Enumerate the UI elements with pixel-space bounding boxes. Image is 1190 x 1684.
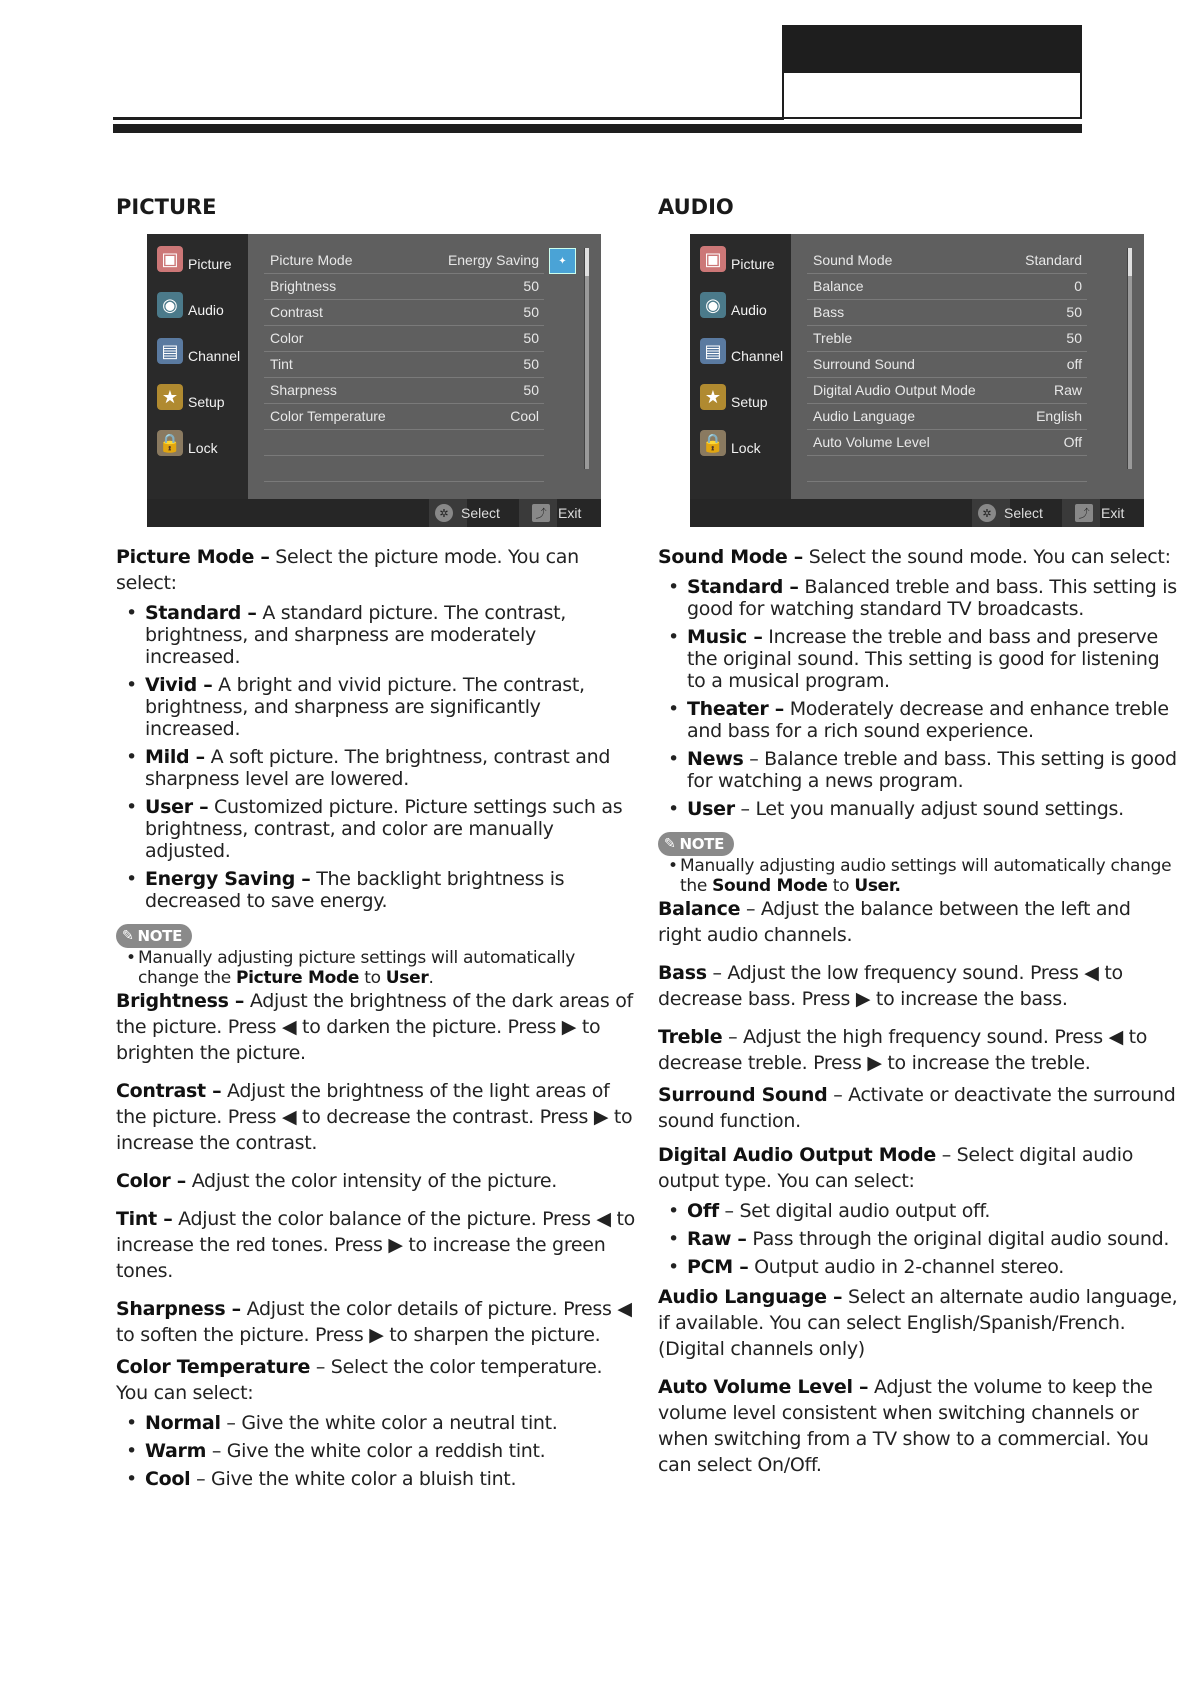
term: User – xyxy=(145,796,209,818)
note-part: Manually adjusting audio settings will automatically change the xyxy=(680,856,1172,896)
note-part: Sound Mode xyxy=(712,876,828,896)
speaker-icon: ◉ xyxy=(700,292,726,318)
term: Balance xyxy=(658,898,741,920)
scrollbar-thumb[interactable] xyxy=(585,248,589,276)
term: News xyxy=(687,748,744,770)
exit-button[interactable] xyxy=(1075,500,1124,526)
desc: Adjust the color intensity of the picture. xyxy=(185,1170,557,1192)
brightness-paragraph xyxy=(116,988,636,1066)
sidebar-item-setup[interactable] xyxy=(157,382,248,422)
desc: – Balance treble and bass. This setting is good for watching a news program. xyxy=(687,748,1177,792)
menu-row-color-temperature[interactable] xyxy=(264,404,544,430)
picture-section xyxy=(116,195,636,1496)
row-label: Bass xyxy=(813,304,845,320)
sidebar-item-label: Lock xyxy=(188,440,218,456)
scrollbar[interactable] xyxy=(1127,248,1132,469)
list-item xyxy=(116,1468,636,1490)
lock-icon: 🔒 xyxy=(157,430,183,456)
picture-mode-paragraph xyxy=(116,544,636,596)
sidebar-item-label: Channel xyxy=(731,348,784,364)
desc: – Give the white color a reddish tint. xyxy=(206,1440,546,1462)
treble-paragraph xyxy=(658,1024,1178,1076)
select-label: Select xyxy=(461,505,500,521)
row-label: Digital Audio Output Mode xyxy=(813,382,976,398)
desc: The backlight brightness is decreased to save energy. xyxy=(145,868,565,912)
sharpness-paragraph xyxy=(116,1296,636,1348)
term: Standard – xyxy=(687,576,799,598)
auto-volume-level-paragraph xyxy=(658,1374,1178,1478)
list-item xyxy=(116,674,636,740)
menu-row-digital-audio-output-mode[interactable] xyxy=(807,378,1087,404)
menu-row-treble[interactable] xyxy=(807,326,1087,352)
exit-icon: ⤴ xyxy=(1075,504,1093,522)
note-part: Manually adjusting picture settings will automatically change the xyxy=(138,948,576,988)
list-item xyxy=(658,698,1178,742)
row-value: 50 xyxy=(523,304,539,320)
list-item xyxy=(658,1228,1178,1250)
menu-footer xyxy=(147,499,601,527)
term: Color Temperature xyxy=(116,1356,311,1378)
row-value: Raw xyxy=(1053,382,1082,398)
term: PCM – xyxy=(687,1256,749,1278)
menu-row-auto-volume-level[interactable] xyxy=(807,430,1087,456)
desc: Adjust the color balance of the picture. Press ◀ to increase the red tones. Press ▶ to increase the green tones. xyxy=(116,1208,635,1282)
term: Music – xyxy=(687,626,763,648)
term: Tint – xyxy=(116,1208,173,1230)
row-value: off xyxy=(1066,356,1082,372)
desc: A soft picture. The brightness, contrast and sharpness level are lowered. xyxy=(145,746,611,790)
sidebar-item-channel[interactable] xyxy=(157,336,248,376)
channel-icon: ▤ xyxy=(700,338,726,364)
picture-icon: ▣ xyxy=(157,246,183,272)
desc: – Adjust the balance between the left and right audio channels. xyxy=(658,898,1131,946)
desc: Select the picture mode. You can select: xyxy=(116,546,579,594)
channel-icon: ▤ xyxy=(157,338,183,364)
note-part: User xyxy=(385,968,429,988)
menu-row-sound-mode[interactable] xyxy=(807,248,1087,274)
row-label: Sharpness xyxy=(270,382,337,398)
header-tab-dark xyxy=(782,25,1082,73)
row-value: 50 xyxy=(523,278,539,294)
list-item xyxy=(116,746,636,790)
menu-row-sharpness[interactable] xyxy=(264,378,544,404)
desc: Adjust the color details of picture. Press ◀ to soften the picture. Press ▶ to sharpen the picture. xyxy=(116,1298,632,1346)
row-label: Color xyxy=(270,330,304,346)
sidebar-item-lock[interactable] xyxy=(700,428,791,468)
row-value: Off xyxy=(1063,434,1082,450)
picture-menu-screenshot xyxy=(147,234,601,527)
menu-row-picture-mode[interactable] xyxy=(264,248,544,274)
desc: – Select digital audio output type. You can select: xyxy=(658,1144,1134,1192)
row-label: Audio Language xyxy=(813,408,915,424)
menu-row-surround-sound[interactable] xyxy=(807,352,1087,378)
desc: Increase the treble and bass and preserve the original sound. This setting is good for listening to a musical program. xyxy=(687,626,1160,692)
list-item xyxy=(116,868,636,912)
row-value: 0 xyxy=(1074,278,1082,294)
star-icon: ★ xyxy=(700,384,726,410)
list-item xyxy=(658,798,1178,820)
desc: Select an alternate audio language, if available. You can select English/Spanish/French. (Digital channels only) xyxy=(658,1286,1178,1360)
menu-row-bass[interactable] xyxy=(807,300,1087,326)
term: Audio Language – xyxy=(658,1286,843,1308)
list-item xyxy=(658,626,1178,692)
lock-icon: 🔒 xyxy=(700,430,726,456)
term: Vivid – xyxy=(145,674,213,696)
desc: Select the sound mode. You can select: xyxy=(802,546,1171,568)
sound-mode-paragraph xyxy=(658,544,1178,570)
note-part: . xyxy=(428,968,434,988)
menu-row-color[interactable] xyxy=(264,326,544,352)
color-paragraph xyxy=(116,1168,636,1194)
menu-row-audio-language[interactable] xyxy=(807,404,1087,430)
audio-menu-screenshot xyxy=(690,234,1144,527)
list-item xyxy=(658,1256,1178,1278)
picture-icon: ▣ xyxy=(700,246,726,272)
term: Surround Sound xyxy=(658,1084,828,1106)
sidebar-item-audio[interactable] xyxy=(700,290,791,330)
sidebar-item-label: Audio xyxy=(188,302,224,318)
picture-section-title: PICTURE xyxy=(116,195,217,219)
term: Contrast – xyxy=(116,1080,222,1102)
row-label: Sound Mode xyxy=(813,252,893,268)
row-value: 50 xyxy=(523,356,539,372)
list-item xyxy=(116,602,636,668)
sidebar-item-picture[interactable] xyxy=(157,244,248,284)
desc: – Let you manually adjust sound settings. xyxy=(734,798,1124,820)
balance-paragraph xyxy=(658,896,1178,948)
row-label: Tint xyxy=(270,356,293,372)
term: Treble xyxy=(658,1026,723,1048)
desc: Balanced treble and bass. This setting is good for watching standard TV broadcasts. xyxy=(687,576,1177,620)
term: Standard – xyxy=(145,602,257,624)
menu-row-empty xyxy=(807,456,1087,482)
note-badge xyxy=(658,832,734,856)
row-label: Treble xyxy=(813,330,853,346)
row-value: 50 xyxy=(523,330,539,346)
surround-sound-paragraph xyxy=(658,1082,1178,1134)
list-item xyxy=(116,796,636,862)
desc: – Give the white color a neutral tint. xyxy=(220,1412,558,1434)
desc: Adjust the brightness of the dark areas of the picture. Press ◀ to darken the picture. Press ▶ to brighten the picture. xyxy=(116,990,633,1064)
term: Brightness – xyxy=(116,990,245,1012)
exit-button[interactable] xyxy=(532,500,581,526)
sidebar-item-label: Lock xyxy=(731,440,761,456)
term: Bass xyxy=(658,962,707,984)
audio-description xyxy=(658,544,1178,1478)
note-text xyxy=(116,948,636,988)
term: Auto Volume Level – xyxy=(658,1376,869,1398)
energy-star-icon: ✦ xyxy=(549,248,576,274)
term: User xyxy=(687,798,735,820)
tint-paragraph xyxy=(116,1206,636,1284)
term: Theater – xyxy=(687,698,784,720)
row-value: Standard xyxy=(1025,252,1082,268)
contrast-paragraph xyxy=(116,1078,636,1156)
desc: A bright and vivid picture. The contrast, brightness, and sharpness are significantly increased. xyxy=(145,674,585,740)
sidebar-item-channel[interactable] xyxy=(700,336,791,376)
desc: – Activate or deactivate the surround sound function. xyxy=(658,1084,1176,1132)
desc: Customized picture. Picture settings such as brightness, contrast, and color are manually adjusted. xyxy=(145,796,623,862)
sidebar-item-label: Setup xyxy=(731,394,768,410)
color-temperature-list xyxy=(116,1412,636,1490)
row-label: Picture Mode xyxy=(270,252,353,268)
list-item xyxy=(116,1412,636,1434)
audio-section xyxy=(658,195,1178,1478)
menu-footer xyxy=(690,499,1144,527)
select-icon: ✲ xyxy=(978,504,996,522)
term: Raw – xyxy=(687,1228,747,1250)
pencil-icon: ✎ xyxy=(122,928,134,944)
row-value: Energy Saving xyxy=(447,252,539,268)
sidebar-item-setup[interactable] xyxy=(700,382,791,422)
desc: Adjust the brightness of the light areas of the picture. Press ◀ to decrease the contrast. Press ▶ to increase the contrast. xyxy=(116,1080,633,1154)
note-part: to xyxy=(827,876,855,896)
sidebar-item-audio[interactable] xyxy=(157,290,248,330)
sidebar-item-label: Picture xyxy=(731,256,775,272)
digital-audio-output-mode-paragraph xyxy=(658,1142,1178,1194)
term: Sharpness – xyxy=(116,1298,241,1320)
desc: A standard picture. The contrast, brightness, and sharpness are moderately increased. xyxy=(145,602,567,668)
sidebar-item-label: Picture xyxy=(188,256,232,272)
select-button[interactable] xyxy=(978,500,1043,526)
row-value: 50 xyxy=(1066,330,1082,346)
picture-settings-list xyxy=(264,248,544,482)
term: Mild – xyxy=(145,746,205,768)
row-label: Auto Volume Level xyxy=(813,434,930,450)
scrollbar[interactable] xyxy=(584,248,589,469)
note-text xyxy=(658,856,1178,896)
term: Energy Saving – xyxy=(145,868,311,890)
desc: – Adjust the high frequency sound. Press ◀ to decrease treble. Press ▶ to increase the treble. xyxy=(658,1026,1148,1074)
desc: Adjust the volume to keep the volume level consistent when switching channels or when switching from a TV show to a commercial. You can select On/Off. xyxy=(658,1376,1153,1476)
desc: – Give the white color a bluish tint. xyxy=(190,1468,517,1490)
menu-sidebar xyxy=(690,234,791,499)
menu-row-contrast[interactable] xyxy=(264,300,544,326)
desc: Moderately decrease and enhance treble and bass for a rich sound experience. xyxy=(687,698,1169,742)
term: Normal xyxy=(145,1412,221,1434)
note-label: NOTE xyxy=(137,927,183,945)
pencil-icon: ✎ xyxy=(664,836,676,852)
audio-settings-list xyxy=(807,248,1087,482)
desc: – Set digital audio output off. xyxy=(718,1200,991,1222)
header-rule-thick xyxy=(113,124,1082,133)
digital-output-list xyxy=(658,1200,1178,1278)
menu-row-empty xyxy=(264,430,544,456)
row-label: Contrast xyxy=(270,304,323,320)
scrollbar-thumb[interactable] xyxy=(1128,248,1132,276)
term: Warm xyxy=(145,1440,207,1462)
sidebar-item-lock[interactable] xyxy=(157,428,248,468)
note-label: NOTE xyxy=(679,835,725,853)
select-icon: ✲ xyxy=(435,504,453,522)
row-value: 50 xyxy=(523,382,539,398)
row-label: Surround Sound xyxy=(813,356,915,372)
term: Off xyxy=(687,1200,719,1222)
term: Cool xyxy=(145,1468,191,1490)
row-value: English xyxy=(1036,408,1082,424)
bass-paragraph xyxy=(658,960,1178,1012)
desc: Output audio in 2-channel stereo. xyxy=(748,1256,1064,1278)
note-badge xyxy=(116,924,192,948)
list-item xyxy=(658,1200,1178,1222)
select-label: Select xyxy=(1004,505,1043,521)
note-part: User. xyxy=(854,876,901,896)
desc: – Select the color temperature. You can select: xyxy=(116,1356,603,1404)
audio-language-paragraph xyxy=(658,1284,1178,1362)
exit-icon: ⤴ xyxy=(532,504,550,522)
row-value: Cool xyxy=(510,408,539,424)
row-label: Brightness xyxy=(270,278,337,294)
menu-row-brightness[interactable] xyxy=(264,274,544,300)
menu-row-tint[interactable] xyxy=(264,352,544,378)
sidebar-item-label: Setup xyxy=(188,394,225,410)
menu-row-balance[interactable] xyxy=(807,274,1087,300)
exit-label: Exit xyxy=(558,505,582,521)
row-value: 50 xyxy=(1066,304,1082,320)
menu-row-empty xyxy=(264,456,544,482)
list-item xyxy=(658,576,1178,620)
row-label: Color Temperature xyxy=(270,408,386,424)
term: Picture Mode – xyxy=(116,546,270,568)
list-item xyxy=(116,1440,636,1462)
row-label: Balance xyxy=(813,278,864,294)
desc: – Adjust the low frequency sound. Press ◀ to decrease bass. Press ▶ to increase the bass. xyxy=(658,962,1123,1010)
color-temperature-paragraph xyxy=(116,1354,636,1406)
sidebar-item-picture[interactable] xyxy=(700,244,791,284)
picture-mode-list xyxy=(116,602,636,912)
header-tab-outline xyxy=(782,73,1082,119)
audio-section-title: AUDIO xyxy=(658,195,734,219)
picture-description xyxy=(116,544,636,1490)
menu-sidebar xyxy=(147,234,248,499)
note-part: Picture Mode xyxy=(235,968,360,988)
sound-mode-list xyxy=(658,576,1178,820)
speaker-icon: ◉ xyxy=(157,292,183,318)
term: Color – xyxy=(116,1170,186,1192)
sidebar-item-label: Audio xyxy=(731,302,767,318)
sidebar-item-label: Channel xyxy=(188,348,241,364)
desc: Pass through the original digital audio sound. xyxy=(746,1228,1170,1250)
exit-label: Exit xyxy=(1101,505,1125,521)
star-icon: ★ xyxy=(157,384,183,410)
term: Sound Mode – xyxy=(658,546,803,568)
header-rule-thin xyxy=(113,117,784,120)
list-item xyxy=(658,748,1178,792)
term: Digital Audio Output Mode xyxy=(658,1144,936,1166)
note-part: to xyxy=(359,968,386,988)
select-button[interactable] xyxy=(435,500,500,526)
